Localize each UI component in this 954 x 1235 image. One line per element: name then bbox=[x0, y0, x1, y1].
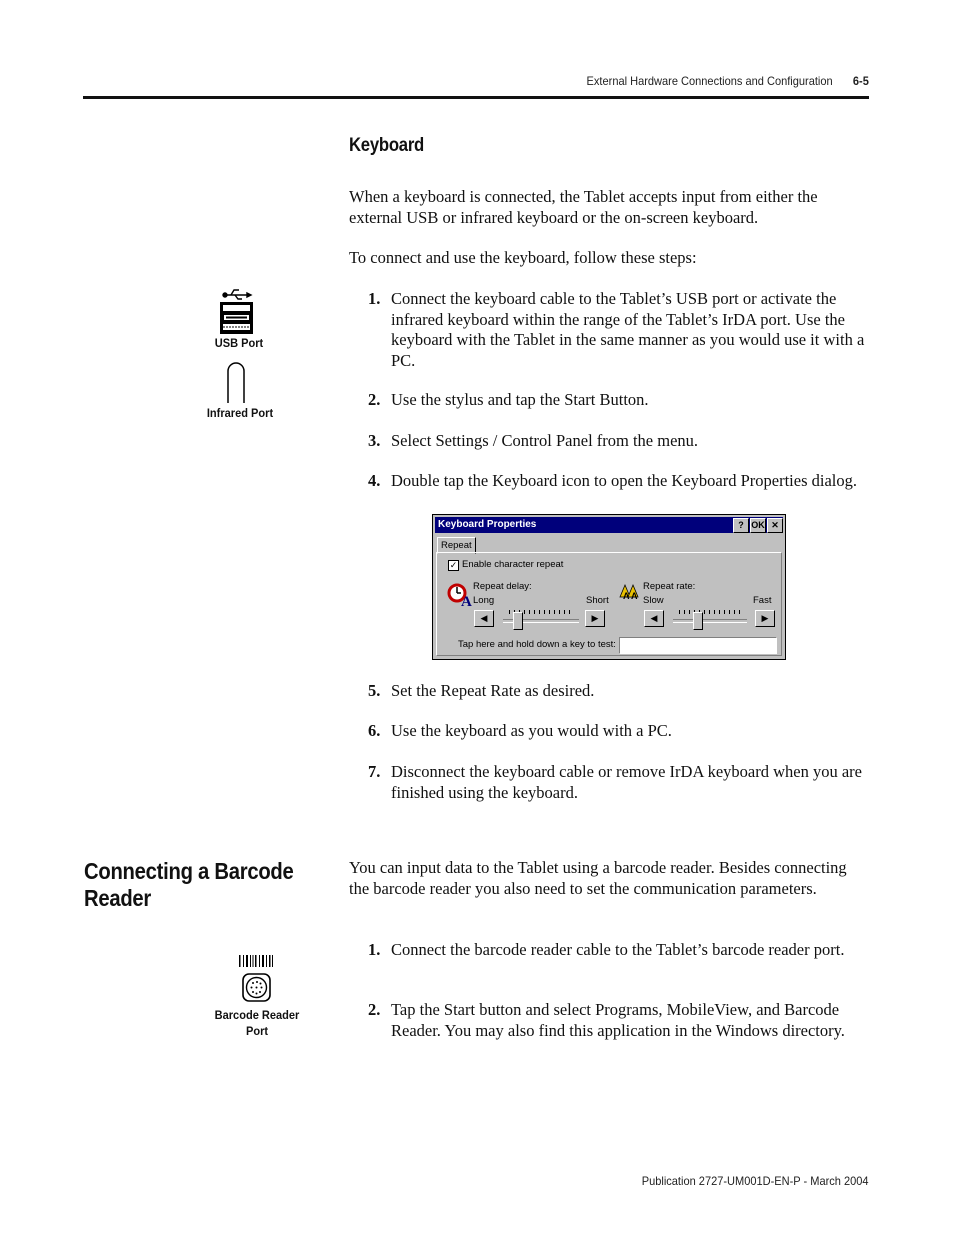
rate-slider-track[interactable] bbox=[673, 619, 747, 623]
step-number: 3. bbox=[368, 431, 381, 450]
dialog-title: Keyboard Properties bbox=[438, 519, 537, 530]
enable-repeat-label: Enable character repeat bbox=[462, 559, 564, 570]
header-rule bbox=[83, 96, 869, 99]
test-input[interactable] bbox=[619, 637, 777, 654]
repeat-rate-label: Repeat rate: bbox=[643, 581, 696, 592]
barcode-reader-port-icon bbox=[238, 954, 276, 1002]
barcode-heading: Connecting a Barcode Reader bbox=[84, 858, 294, 911]
ok-button[interactable]: OK bbox=[750, 518, 766, 533]
step-text: Disconnect the keyboard cable or remove IrDA keyboard when you are finished using the keyboard. bbox=[391, 762, 862, 802]
step-number: 1. bbox=[368, 289, 381, 308]
publication-footer: Publication 2727-UM001D-EN-P - March 2004 bbox=[642, 1174, 869, 1188]
page-number: 6-5 bbox=[853, 74, 869, 88]
enable-repeat-checkbox[interactable]: ✓ bbox=[449, 560, 458, 570]
keyboard-step-6 bbox=[368, 721, 868, 742]
delay-slider-thumb[interactable] bbox=[513, 612, 523, 630]
step-text: Connect the keyboard cable to the Tablet’s USB port or activate the infrared keyboard within the range of the Tablet’s IrDA port. Use the keyboard with the Tablet in the same manner as you would use it with a PC. bbox=[391, 289, 865, 370]
rate-decrease-button[interactable]: ◀ bbox=[644, 610, 664, 627]
delay-short-label: Short bbox=[586, 595, 609, 606]
repeat-rate-icon bbox=[618, 581, 642, 601]
keyboard-properties-dialog bbox=[432, 514, 786, 660]
step-number: 4. bbox=[368, 471, 381, 490]
repeat-delay-label: Repeat delay: bbox=[473, 581, 532, 592]
keyboard-step-1 bbox=[368, 289, 868, 371]
usb-port-icon bbox=[219, 287, 255, 335]
delay-long-label: Long bbox=[473, 595, 495, 606]
step-number: 6. bbox=[368, 721, 381, 740]
keyboard-step-5 bbox=[368, 681, 868, 702]
infrared-port-icon bbox=[226, 362, 246, 404]
step-text: Double tap the Keyboard icon to open the Keyboard Properties dialog. bbox=[391, 471, 857, 490]
repeat-delay-icon bbox=[447, 581, 473, 607]
svg-text:A: A bbox=[623, 591, 630, 601]
keyboard-lead: To connect and use the keyboard, follow these steps: bbox=[349, 248, 697, 267]
step-text: Use the stylus and tap the Start Button. bbox=[391, 390, 649, 409]
svg-text:A: A bbox=[461, 594, 472, 607]
close-button[interactable]: ✕ bbox=[767, 518, 783, 533]
dialog-title-bar bbox=[435, 517, 783, 533]
delay-increase-button[interactable]: ▶ bbox=[585, 610, 605, 627]
step-number: 1. bbox=[368, 940, 381, 959]
keyboard-step-2 bbox=[368, 390, 868, 411]
usb-port-caption: USB Port bbox=[214, 336, 264, 350]
barcode-reader-port-caption: Barcode Reader Port bbox=[214, 1008, 300, 1038]
test-field-label: Tap here and hold down a key to test: bbox=[458, 639, 616, 650]
barcode-step-1 bbox=[368, 940, 868, 961]
step-text: Select Settings / Control Panel from the menu. bbox=[391, 431, 699, 450]
repeat-panel bbox=[436, 552, 782, 656]
step-text: Connect the barcode reader cable to the Tablet’s barcode reader port. bbox=[391, 940, 845, 959]
step-number: 2. bbox=[368, 1000, 381, 1019]
keyboard-step-7 bbox=[368, 762, 868, 803]
help-button[interactable]: ? bbox=[733, 518, 749, 533]
keyboard-intro: When a keyboard is connected, the Tablet accepts input from either the external USB or infrared keyboard or the on-screen keyboard. bbox=[349, 187, 818, 227]
svg-text:A: A bbox=[631, 591, 638, 601]
rate-slider-ticks bbox=[679, 610, 742, 614]
step-text: Set the Repeat Rate as desired. bbox=[391, 681, 595, 700]
keyboard-step-3 bbox=[368, 431, 868, 452]
step-number: 7. bbox=[368, 762, 381, 781]
rate-fast-label: Fast bbox=[753, 595, 772, 606]
step-number: 2. bbox=[368, 390, 381, 409]
barcode-step-2 bbox=[368, 1000, 868, 1041]
keyboard-heading: Keyboard bbox=[349, 135, 425, 156]
delay-decrease-button[interactable]: ◀ bbox=[474, 610, 494, 627]
rate-slow-label: Slow bbox=[643, 595, 664, 606]
step-number: 5. bbox=[368, 681, 381, 700]
running-header bbox=[587, 74, 869, 88]
rate-slider-thumb[interactable] bbox=[693, 612, 703, 630]
infrared-port-caption: Infrared Port bbox=[206, 406, 274, 420]
chapter-title: External Hardware Connections and Configuration bbox=[586, 74, 833, 88]
rate-increase-button[interactable]: ▶ bbox=[755, 610, 775, 627]
step-text: Tap the Start button and select Programs, MobileView, and Barcode Reader. You may also find this application in the Windows directory. bbox=[391, 1000, 845, 1040]
tab-repeat[interactable]: Repeat bbox=[437, 537, 476, 554]
barcode-intro: You can input data to the Tablet using a barcode reader. Besides connecting the barcode reader you also need to set the communication parameters. bbox=[349, 858, 847, 898]
step-text: Use the keyboard as you would with a PC. bbox=[391, 721, 672, 740]
keyboard-step-4 bbox=[368, 471, 868, 492]
